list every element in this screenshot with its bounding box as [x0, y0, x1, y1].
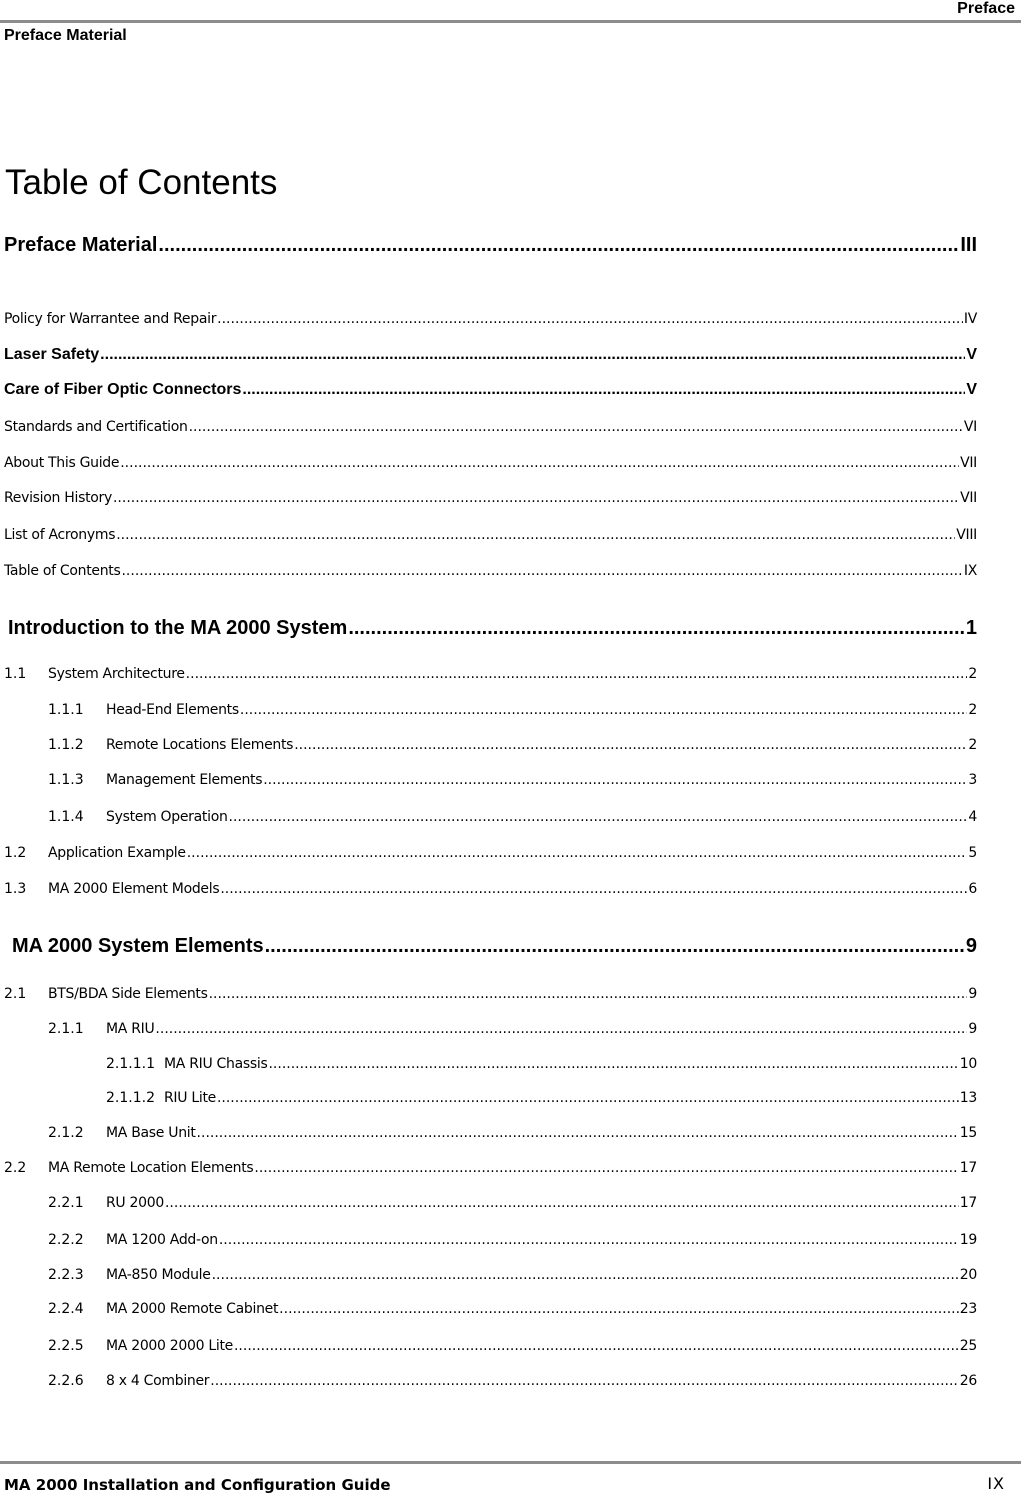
toc-dot-leader: [220, 881, 967, 897]
toc-entry-page: 3: [968, 772, 977, 788]
toc-entry-number: 1.1.4: [48, 809, 84, 825]
toc-dot-leader: [217, 311, 963, 327]
toc-entry-number: 2.1.2: [48, 1125, 84, 1141]
toc-entry-title: Laser Safety: [4, 346, 100, 363]
toc-entry-title: System Architecture: [48, 666, 185, 682]
toc-dot-leader: [116, 527, 955, 543]
toc-entry[interactable]: [48, 737, 977, 753]
toc-entry-page: 13: [959, 1090, 977, 1106]
toc-entry-page: VI: [963, 419, 977, 435]
toc-entry-page: 9: [965, 935, 977, 957]
toc-entry-number: 2.1: [4, 986, 27, 1002]
toc-entry-page: V: [966, 381, 977, 398]
toc-entry[interactable]: [48, 1301, 977, 1317]
toc-entry-page: III: [960, 234, 977, 256]
toc-dot-leader: [263, 772, 967, 788]
toc-entry[interactable]: [4, 234, 977, 257]
toc-entry[interactable]: [4, 563, 977, 579]
toc-entry-title: Application Example: [48, 845, 186, 861]
toc-entry[interactable]: [48, 809, 977, 825]
toc-dot-leader: [212, 1267, 959, 1283]
toc-entry[interactable]: [8, 617, 977, 640]
toc-entry-title: MA 2000 Remote Cabinet: [106, 1301, 279, 1317]
toc-entry-page: 4: [968, 809, 977, 825]
toc-entry-number: 2.2.1: [48, 1195, 84, 1211]
toc-entry[interactable]: [4, 845, 977, 861]
toc-entry[interactable]: [4, 311, 977, 327]
toc-entry[interactable]: [48, 1195, 977, 1211]
toc-entry-number: 1.1.1: [48, 702, 84, 718]
toc-entry-page: 20: [959, 1267, 977, 1283]
toc-entry-title: MA-850 Module: [106, 1267, 211, 1283]
toc-entry-title: MA RIU: [106, 1021, 155, 1037]
toc-entry[interactable]: [106, 1056, 977, 1072]
toc-entry-page: 25: [959, 1338, 977, 1354]
toc-entry-page: 17: [959, 1195, 977, 1211]
footer-rule: [0, 1461, 1021, 1464]
toc-entry[interactable]: [48, 1232, 977, 1248]
toc-entry-title: MA Remote Location Elements: [48, 1160, 254, 1176]
toc-entry-title: List of Acronyms: [4, 527, 116, 543]
toc-entry-title: Table of Contents: [4, 563, 121, 579]
toc-dot-leader: [158, 234, 959, 257]
toc-entry[interactable]: [12, 935, 977, 958]
toc-entry-number: 2.2.6: [48, 1373, 84, 1389]
toc-entry-title: MA Base Unit: [106, 1125, 196, 1141]
toc-entry-title: Standards and Certification: [4, 419, 188, 435]
toc-entry[interactable]: [4, 419, 977, 435]
toc-entry[interactable]: [4, 490, 977, 506]
toc-entry-title: MA RIU Chassis: [164, 1056, 268, 1072]
toc-entry[interactable]: [48, 772, 977, 788]
toc-entry-number: 1.1: [4, 666, 27, 682]
toc-entry-page: 2: [968, 737, 977, 753]
toc-dot-leader: [294, 737, 967, 753]
header-subsection-title: Preface Material: [4, 27, 127, 44]
toc-entry-title: Management Elements: [106, 772, 263, 788]
toc-entry[interactable]: [48, 702, 977, 718]
toc-entry-title: RIU Lite: [164, 1090, 216, 1106]
toc-entry-title: Care of Fiber Optic Connectors: [4, 381, 242, 398]
toc-entry-title: MA 2000 Element Models: [48, 881, 220, 897]
toc-dot-leader: [348, 617, 965, 640]
toc-entry-number: 2.2.2: [48, 1232, 84, 1248]
toc-entry-number: 2.1.1.1: [106, 1056, 155, 1072]
toc-entry-page: IV: [963, 311, 977, 327]
toc-entry-title: Head-End Elements: [106, 702, 239, 718]
toc-entry-page: IX: [963, 563, 977, 579]
footer-guide-title: MA 2000 Installation and Configuration Guide: [4, 1476, 391, 1494]
toc-entry-page: VII: [960, 455, 977, 471]
toc-entry[interactable]: [4, 455, 977, 471]
toc-entry-number: 1.1.3: [48, 772, 84, 788]
toc-entry-page: 10: [959, 1056, 977, 1072]
toc-dot-leader: [155, 1021, 967, 1037]
toc-entry-number: 2.2.3: [48, 1267, 84, 1283]
toc-dot-leader: [100, 346, 965, 364]
toc-entry-number: 1.2: [4, 845, 27, 861]
toc-entry-number: 1.1.2: [48, 737, 84, 753]
toc-entry-title: MA 2000 System Elements: [12, 935, 264, 957]
toc-entry[interactable]: [4, 527, 977, 543]
toc-dot-leader: [186, 666, 968, 682]
toc-entry[interactable]: [48, 1021, 977, 1037]
toc-dot-leader: [254, 1160, 958, 1176]
toc-entry-number: 2.2: [4, 1160, 27, 1176]
toc-entry-page: 19: [959, 1232, 977, 1248]
toc-entry-title: System Operation: [106, 809, 228, 825]
toc-entry[interactable]: [4, 381, 977, 399]
toc-dot-leader: [265, 935, 965, 958]
toc-dot-leader: [268, 1056, 958, 1072]
toc-entry-title: RU 2000: [106, 1195, 164, 1211]
toc-dot-leader: [197, 1125, 959, 1141]
toc-entry-page: VIII: [956, 527, 977, 543]
toc-dot-leader: [240, 702, 968, 718]
header-rule: [0, 20, 1021, 23]
toc-entry-page: 2: [968, 666, 977, 682]
toc-entry-title: Policy for Warrantee and Repair: [4, 311, 217, 327]
toc-dot-leader: [113, 490, 959, 506]
toc-entry[interactable]: [4, 346, 977, 364]
toc-entry-title: Introduction to the MA 2000 System: [8, 617, 348, 639]
toc-dot-leader: [189, 419, 963, 435]
toc-dot-leader: [121, 563, 962, 579]
toc-entry-page: 5: [968, 845, 977, 861]
toc-entry-title: BTS/BDA Side Elements: [48, 986, 208, 1002]
toc-entry[interactable]: [4, 666, 977, 682]
toc-entry-page: V: [966, 346, 977, 363]
toc-entry-number: 2.2.4: [48, 1301, 84, 1317]
toc-entry-page: 17: [959, 1160, 977, 1176]
toc-entry-title: 8 x 4 Combiner: [106, 1373, 210, 1389]
toc-entry[interactable]: [48, 1125, 977, 1141]
toc-entry-page: 9: [968, 986, 977, 1002]
toc-entry[interactable]: [4, 1160, 977, 1176]
toc-entry[interactable]: [48, 1373, 977, 1389]
header-section-title: Preface: [957, 0, 1015, 17]
toc-entry-title: About This Guide: [4, 455, 120, 471]
toc-entry[interactable]: [48, 1338, 977, 1354]
toc-entry-title: Remote Locations Elements: [106, 737, 294, 753]
toc-dot-leader: [187, 845, 968, 861]
toc-dot-leader: [217, 1090, 959, 1106]
toc-entry-title: MA 2000 2000 Lite: [106, 1338, 233, 1354]
toc-entry[interactable]: [106, 1090, 977, 1106]
toc-entry-number: 2.1.1: [48, 1021, 84, 1037]
toc-dot-leader: [120, 455, 959, 471]
toc-entry-number: 2.2.5: [48, 1338, 84, 1354]
toc-entry-page: VII: [960, 490, 977, 506]
toc-entry[interactable]: [48, 1267, 977, 1283]
toc-entry-number: 2.1.1.2: [106, 1090, 155, 1106]
toc-entry-page: 6: [968, 881, 977, 897]
toc-dot-leader: [165, 1195, 959, 1211]
toc-entry[interactable]: [4, 986, 977, 1002]
toc-dot-leader: [234, 1338, 959, 1354]
toc-dot-leader: [242, 381, 965, 399]
toc-dot-leader: [210, 1373, 959, 1389]
toc-entry-page: 1: [965, 617, 977, 639]
toc-entry-page: 2: [968, 702, 977, 718]
toc-entry[interactable]: [4, 881, 977, 897]
toc-entry-title: MA 1200 Add-on: [106, 1232, 218, 1248]
toc-entry-page: 15: [959, 1125, 977, 1141]
toc-dot-leader: [219, 1232, 959, 1248]
toc-entry-page: 26: [959, 1373, 977, 1389]
footer-page-number: IX: [987, 1474, 1005, 1493]
toc-entry-title: Revision History: [4, 490, 112, 506]
toc-dot-leader: [279, 1301, 959, 1317]
toc-entry-title: Preface Material: [4, 234, 158, 256]
toc-dot-leader: [229, 809, 968, 825]
toc-entry-page: 9: [968, 1021, 977, 1037]
toc-entry-page: 23: [959, 1301, 977, 1317]
page-title: Table of Contents: [5, 163, 278, 202]
toc-entry-number: 1.3: [4, 881, 27, 897]
toc-dot-leader: [209, 986, 968, 1002]
